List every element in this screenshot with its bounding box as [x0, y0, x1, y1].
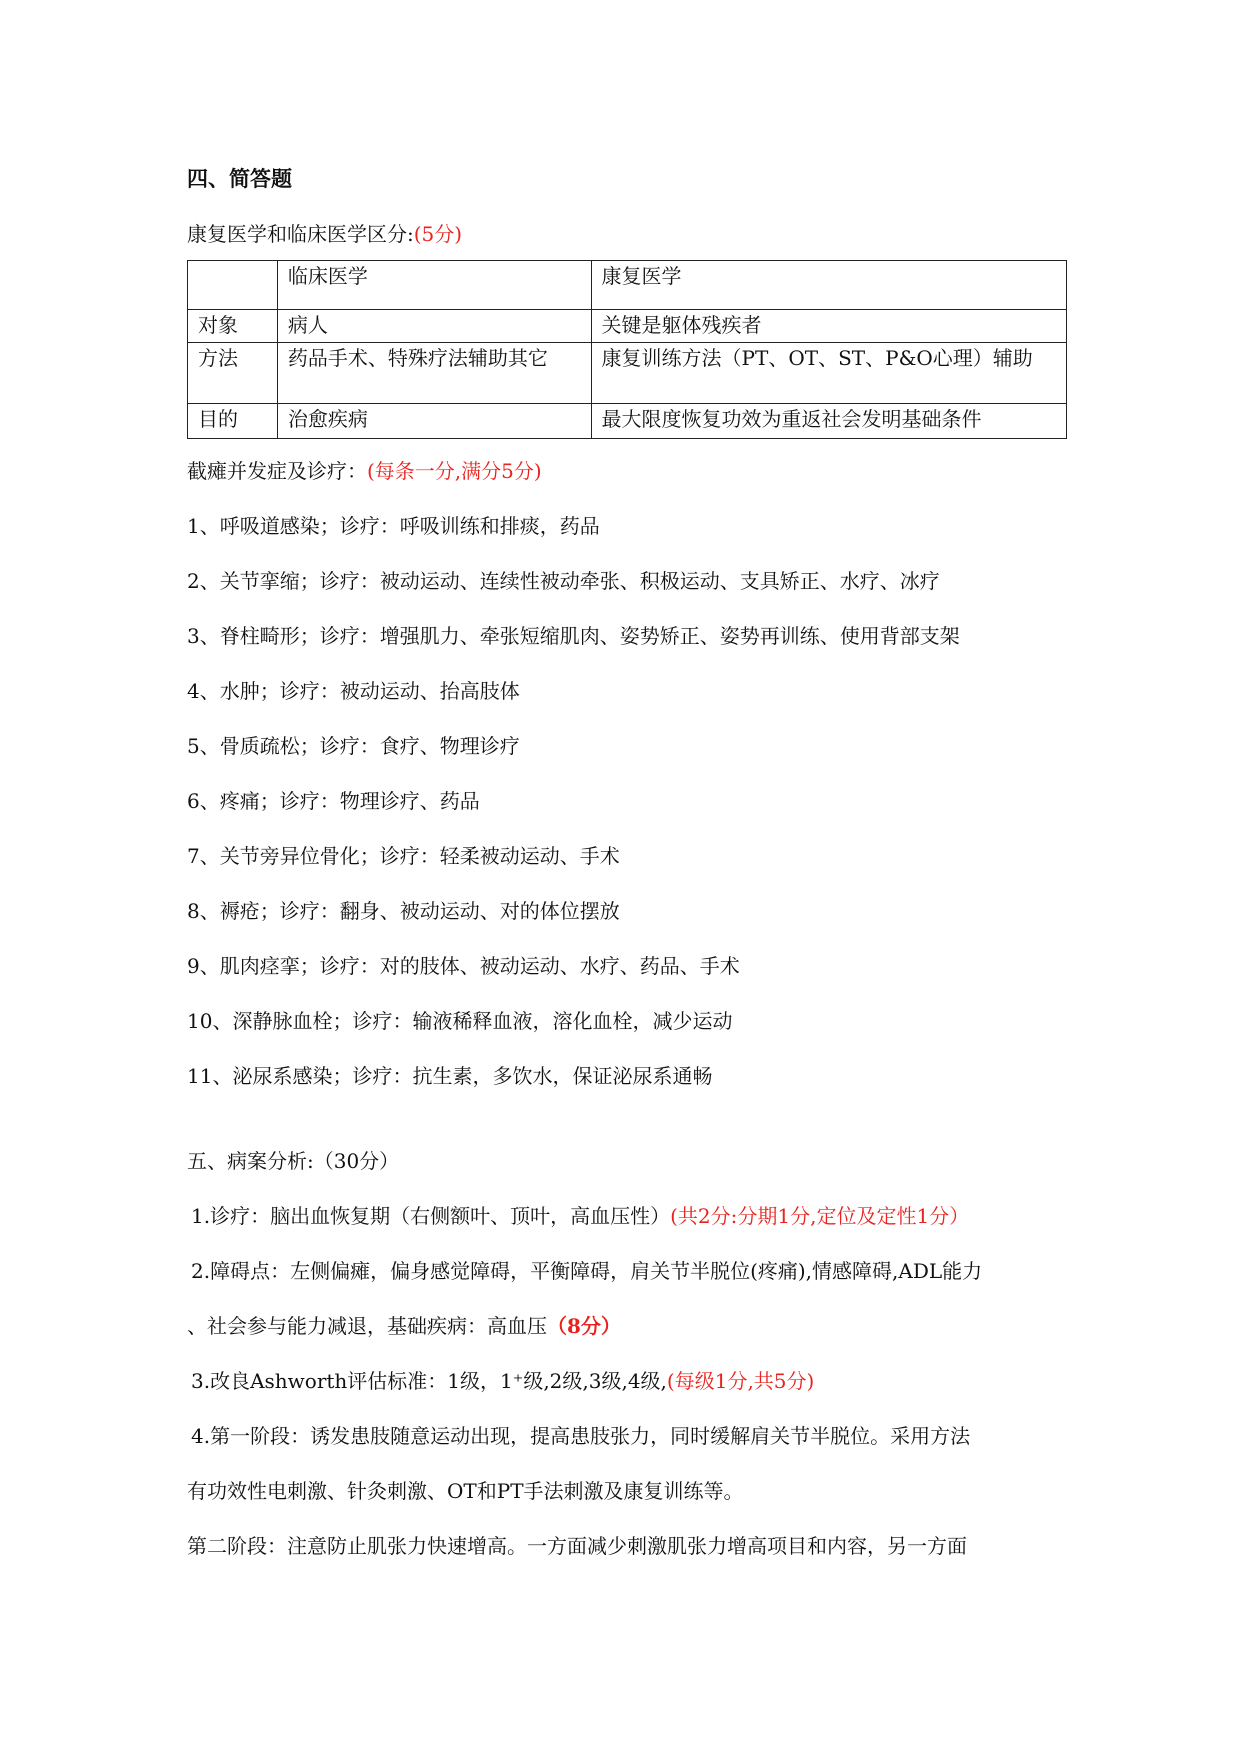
table-cell: 目的 — [188, 404, 278, 439]
table-cell: 方法 — [188, 343, 278, 404]
complications-title — [187, 457, 542, 485]
table-row — [188, 404, 1067, 439]
list-item: 1、呼吸道感染；诊疗：呼吸训练和排痰，药品 — [187, 514, 600, 538]
table-cell: 药品手术、特殊疗法辅助其它 — [277, 343, 591, 404]
table-intro-score: (5分) — [413, 222, 463, 246]
table-cell: 治愈疾病 — [277, 404, 591, 439]
case-paragraph-stage1-line1: 4.第一阶段：诱发患肢随意运动出现，提高患肢张力，同时缓解肩关节半脱位。采用方法 — [191, 1424, 971, 1448]
case-paragraph-text: 1.诊疗：脑出血恢复期（右侧额叶、顶叶，高血压性） — [191, 1204, 671, 1228]
complications-score: (每条一分,满分5分) — [367, 459, 542, 483]
case-paragraph-text: 、社会参与能力减退，基础疾病：高血压 — [187, 1314, 547, 1338]
list-item: 8、褥疮；诊疗：翻身、被动运动、对的体位摆放 — [187, 899, 620, 923]
table-header-cell — [188, 261, 278, 310]
section-heading-short-answer: 四、简答题 — [187, 167, 292, 191]
table-cell: 最大限度恢复功效为重返社会发明基础条件 — [591, 404, 1066, 439]
list-item: 11、泌尿系感染；诊疗：抗生素，多饮水，保证泌尿系通畅 — [187, 1064, 713, 1088]
list-item: 6、疼痛；诊疗：物理诊疗、药品 — [187, 789, 480, 813]
list-item: 10、深静脉血栓；诊疗：输液稀释血液，溶化血栓，减少运动 — [187, 1009, 733, 1033]
table-header-cell: 临床医学 — [277, 261, 591, 310]
case-paragraph-impairments-line2 — [187, 1312, 621, 1340]
case-paragraph-text: 3.改良Ashworth评估标准：1级，1⁺级,2级,3级,4级, — [191, 1369, 667, 1393]
table-row — [188, 310, 1067, 343]
case-paragraph-stage1-line2: 有功效性电刺激、针灸刺激、OT和PT手法刺激及康复训练等。 — [187, 1479, 744, 1503]
list-item: 2、关节挛缩；诊疗：被动运动、连续性被动牵张、积极运动、支具矫正、水疗、冰疗 — [187, 569, 940, 593]
table-cell: 对象 — [188, 310, 278, 343]
list-item: 9、肌肉痉挛；诊疗：对的肢体、被动运动、水疗、药品、手术 — [187, 954, 740, 978]
case-paragraph-ashworth — [191, 1367, 814, 1395]
table-intro — [187, 220, 462, 248]
case-paragraph-stage2-line1: 第二阶段：注意防止肌张力快速增高。一方面减少刺激肌张力增高项目和内容，另一方面 — [187, 1534, 967, 1558]
case-paragraph-score: (共2分:分期1分,定位及定性1分） — [670, 1204, 970, 1228]
table-row — [188, 343, 1067, 404]
table-cell: 康复训练方法（PT、OT、ST、P&O心理）辅助 — [591, 343, 1066, 404]
list-item: 5、骨质疏松；诊疗：食疗、物理诊疗 — [187, 734, 520, 758]
complications-title-text: 截瘫并发症及诊疗： — [187, 459, 367, 483]
case-paragraph-score: （8分） — [547, 1314, 621, 1338]
case-paragraph-diagnosis — [191, 1202, 969, 1230]
list-item: 4、水肿；诊疗：被动运动、抬高肢体 — [187, 679, 520, 703]
table-cell: 病人 — [277, 310, 591, 343]
table-intro-text: 康复医学和临床医学区分: — [187, 222, 414, 246]
list-item: 3、脊柱畸形；诊疗：增强肌力、牵张短缩肌肉、姿势矫正、姿势再训练、使用背部支架 — [187, 624, 960, 648]
section-heading-case-analysis: 五、病案分析:（30分） — [187, 1149, 400, 1173]
table-header-cell: 康复医学 — [591, 261, 1066, 310]
case-paragraph-impairments-line1: 2.障碍点：左侧偏瘫，偏身感觉障碍，平衡障碍，肩关节半脱位(疼痛),情感障碍,ADL能力 — [191, 1259, 983, 1283]
case-paragraph-score: (每级1分,共5分) — [666, 1369, 815, 1393]
table-header-row — [188, 261, 1067, 310]
comparison-table — [187, 260, 1067, 439]
list-item: 7、关节旁异位骨化；诊疗：轻柔被动运动、手术 — [187, 844, 620, 868]
table-cell: 关键是躯体残疾者 — [591, 310, 1066, 343]
